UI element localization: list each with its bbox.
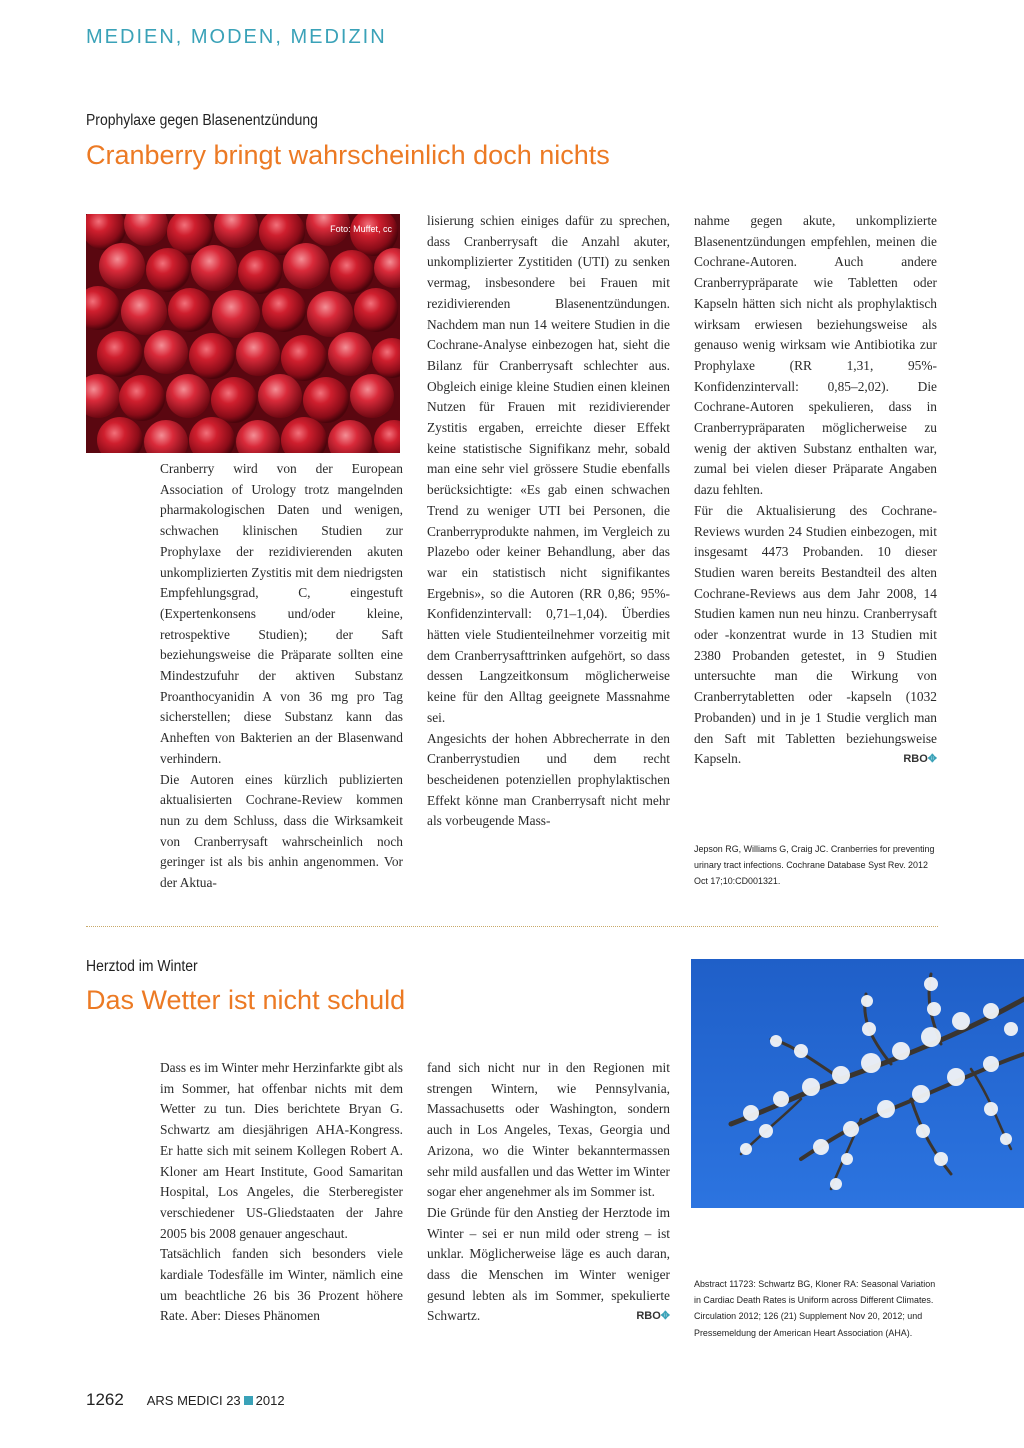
article2-column-2 — [427, 1058, 670, 1327]
diamond-icon: ✥ — [660, 1310, 670, 1323]
article1-title: Cranberry bringt wahrscheinlich doch nichts — [86, 140, 610, 170]
article2-title: Das Wetter ist nicht schuld — [86, 985, 406, 1015]
article1-column-3 — [694, 211, 937, 770]
paragraph: Tatsächlich fanden sich besonders viele kardiale Todesfälle im Winter, nämlich eine um beachtliche 26 bis 36 Prozent höhere Rate. Aber: Dieses Phänomen — [160, 1246, 403, 1324]
article1-column-1 — [160, 459, 403, 894]
article2-kicker: Herztod im Winter — [86, 958, 198, 975]
journal-issue: ARS MEDICI 23 — [146, 1393, 241, 1408]
journal-year: 2012 — [255, 1393, 285, 1408]
section-header: MEDIEN, MODEN, MEDIZIN — [86, 26, 387, 48]
cranberry-photo — [86, 214, 400, 453]
page-number: 1262 — [86, 1390, 124, 1409]
paragraph: Die Autoren eines kürzlich publizierten aktualisierten Cochrane-Review kommen nun zu dem Schluss, dass die Wirksamkeit von Cranberrysaft wahrscheinlich noch geringer ist als bis anhin angenommen. Vor der Aktua- — [160, 771, 403, 891]
signature-text: RBO — [636, 1310, 661, 1323]
signature-text: RBO — [903, 753, 928, 766]
article-divider — [86, 926, 938, 927]
paragraph: Dass es im Winter mehr Herzinfarkte gibt als im Sommer, hat offenbar nichts mit dem Wetter zu tun. Dies berichtete Bryan G. Schwartz am diesjährigen AHA-Kongress. Er hatte sich mit seinem Kollegen Robert A. Kloner am Heart Institute, Good Samaritan Hospital, Los Angeles, die Sterberegister verschiedener US-Gliedstaaten der Jahre 2005 bis 2008 genauer angeschaut. — [160, 1060, 403, 1241]
author-signature — [636, 1306, 670, 1327]
paragraph-text: Die Gründe für den Anstieg der Herztode im Winter – sei er nun mild oder streng – ist unklar. Möglicherweise läge es auch daran, dass die Menschen im Winter weniger gesund lebten als im Sommer, spekulierte Schwartz. — [427, 1204, 670, 1324]
paragraph: nahme gegen akute, unkomplizierte Blasenentzündungen empfehlen, meinen die Cochrane-Autoren. Auch andere Cranberrypräparate wie Tabletten oder Kapseln hätten sich nicht als prophylaktisch wirksam erwiesen beziehungsweise als genauso wenig wirksam wie Antibiotika zur Prophylaxe (RR 1,31, 95%-Konfidenzintervall: 0,85–2,02). Die Cochrane-Autoren spekulieren, dass in Cranberrypräparaten möglicherweise zu wenig der aktiven Substanz enthalten war, zumal bei vielen dieser Präparate Angaben dazu fehlten. — [694, 213, 937, 498]
paragraph — [694, 501, 937, 770]
cranberry-image — [86, 214, 400, 453]
winter-tree-photo — [691, 959, 1024, 1208]
paragraph — [427, 1203, 670, 1327]
page-footer — [86, 1390, 285, 1410]
paragraph: Angesichts der hohen Abbrecherrate in den Cranberrystudien und dem recht bescheidenen potenziellen prophylaktischen Effekt könne man Cranberrysaft nicht mehr als vorbeugende Mass- — [427, 730, 670, 829]
paragraph-text: Für die Aktualisierung des Cochrane-Reviews wurden 24 Studien einbezogen, mit insgesamt 4473 Probanden. 10 dieser Studien waren bereits Bestandteil des alten Cochrane-Reviews aus dem Jahr 2008, 14 Studien kamen nun neu hinzu. Cranberrysaft oder -konzentrat wurde in 13 Studien mit 2380 Probanden getestet, in 9 Studien untersuchte man die Wirkung von Cranberrytabletten oder -kapseln (1032 Probanden) und in je 1 Studie verglich man den Saft mit Tabletten beziehungsweise Kapseln. — [694, 502, 937, 767]
article1-reference: Jepson RG, Williams G, Craig JC. Cranberries for preventing urinary tract infections. Cochrane Database Syst Rev. 2012 Oct 17;10:CD001321. — [694, 844, 935, 888]
paragraph: Cranberry wird von der European Association of Urology trotz mangelnden pharmakologischen Daten und wenigen, schwachen klinischen Studien zur Prophylaxe der rezidivierenden akuten unkomplizierten Zystitis mit dem niedrigsten Empfehlungsgrad, C, eingestuft (Expertenkonsens und/oder kleine, retrospektive Studien); der Saft beziehungsweise die Präparate sollten eine Mindestzufuhr der aktiven Substanz Proanthocyanidin A von 36 mg pro Tag sicherstellen; diese Substanz kann das Anheften von Bakterien an der Blasenwand verhindern. — [160, 461, 403, 766]
square-separator-icon — [244, 1396, 253, 1405]
author-signature — [903, 749, 937, 770]
article2-column-1 — [160, 1058, 403, 1327]
paragraph: lisierung schien einiges dafür zu sprechen, dass Cranberrysaft die Anzahl akuter, unkomplizierter Zystitiden (UTI) zu senken vermag, insbesondere bei Frauen mit rezidivierenden Blasenentzündungen. Nachdem man nun 14 weitere Studien in die Cochrane-Analyse einbezogen hat, sieht die Bilanz für Cranberrysaft schlechter aus. Obgleich einige kleine Studien einen kleinen Nutzen für Frauen mit rezidivierender Zystitis ergaben, erreichte dieser Effekt keine statistische Signifikanz mehr, sobald man eine sehr viel grössere Studie ebenfalls berücksichtigte: «Es gab einen schwachen Trend zu weniger UTI bei Personen, die Cranberryprodukte nahmen, im Vergleich zu Plazebo oder keiner Behandlung, aber das war ein statistisch nicht signifikantes Ergebnis», so die Autoren (RR 0,86; 95%-Konfidenzintervall: 0,71–1,04). Überdies hätten viele Studienteilnehmer vorzeitig mit dem Cranberrysafttrinken aufgehört, so dass dessen Langzeitkonsum möglicherweise keine für den Alltag geeignete Massnahme sei. — [427, 213, 670, 725]
article1-kicker: Prophylaxe gegen Blasenentzündung — [86, 112, 318, 129]
diamond-icon: ✥ — [927, 753, 937, 766]
article2-reference: Abstract 11723: Schwartz BG, Kloner RA: Seasonal Variation in Cardiac Death Rates is Uniform across Different Climates. Circulation 2012; 126 (21) Supplement Nov 20, 2012; und Pressemeldung der American Heart Association (AHA). — [694, 1279, 936, 1339]
frosted-branches-image — [691, 959, 1024, 1208]
paragraph: fand sich nicht nur in den Regionen mit strengen Wintern, wie Pennsylvania, Massachusetts oder Washington, sondern auch in Los Angeles, Texas, Georgia und Arizona, wo die Winter bekanntermassen sehr mild ausfallen und das Wetter im Winter sogar eher angenehmer als im Sommer ist. — [427, 1060, 670, 1200]
photo-credit: Foto: Muffet, cc — [330, 224, 392, 234]
article1-column-2 — [427, 211, 670, 832]
